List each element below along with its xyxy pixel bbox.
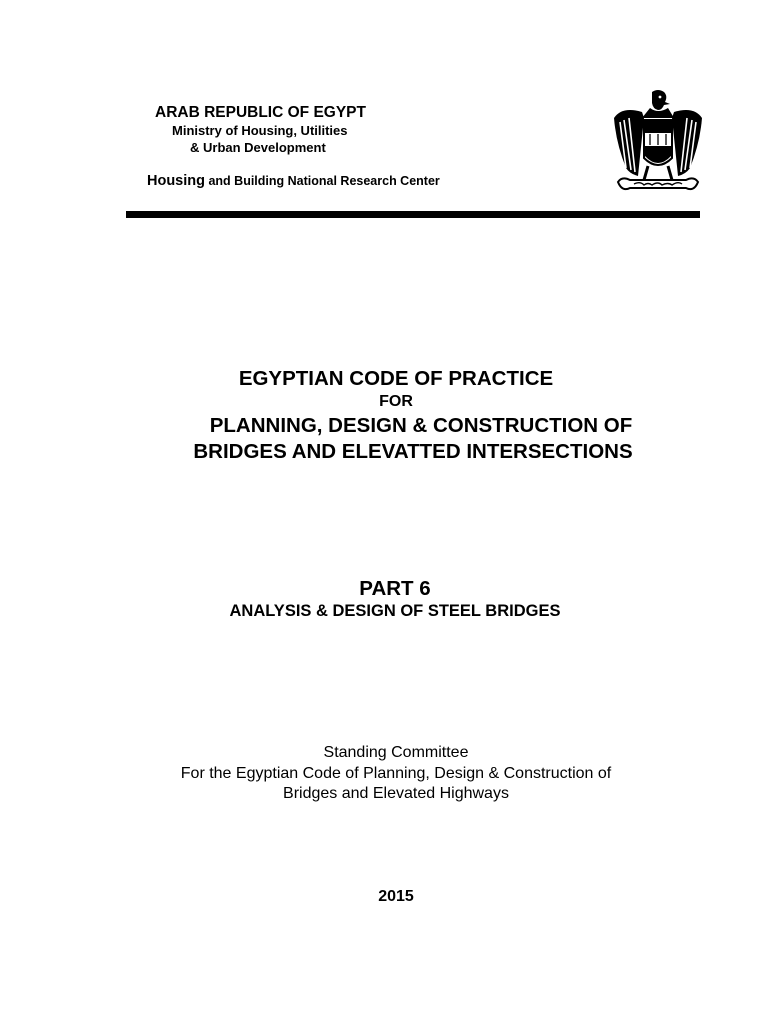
title-line-2: FOR <box>379 393 413 410</box>
research-center-first-word: Housing <box>147 173 205 189</box>
ministry-line-1: Ministry of Housing, Utilities <box>172 123 348 138</box>
research-center-name <box>147 173 440 189</box>
eagle-of-saladin-emblem-icon <box>612 88 704 198</box>
publication-year: 2015 <box>378 888 414 905</box>
country-name: ARAB REPUBLIC OF EGYPT <box>155 104 366 121</box>
header-divider <box>126 211 700 218</box>
title-line-4: BRIDGES AND ELEVATTED INTERSECTIONS <box>193 440 633 463</box>
committee-line-2: For the Egyptian Code of Planning, Design & Construction of <box>180 765 612 782</box>
committee-line-3: Bridges and Elevated Highways <box>283 785 509 802</box>
ministry-line-2: & Urban Development <box>190 140 326 155</box>
part-number: PART 6 <box>359 577 431 600</box>
part-subtitle: ANALYSIS & DESIGN OF STEEL BRIDGES <box>229 602 561 620</box>
research-center-rest: and Building National Research Center <box>205 174 440 188</box>
committee-line-1: Standing Committee <box>323 744 469 761</box>
title-line-3: PLANNING, DESIGN & CONSTRUCTION OF <box>209 414 633 437</box>
title-line-1: EGYPTIAN CODE OF PRACTICE <box>238 367 554 390</box>
